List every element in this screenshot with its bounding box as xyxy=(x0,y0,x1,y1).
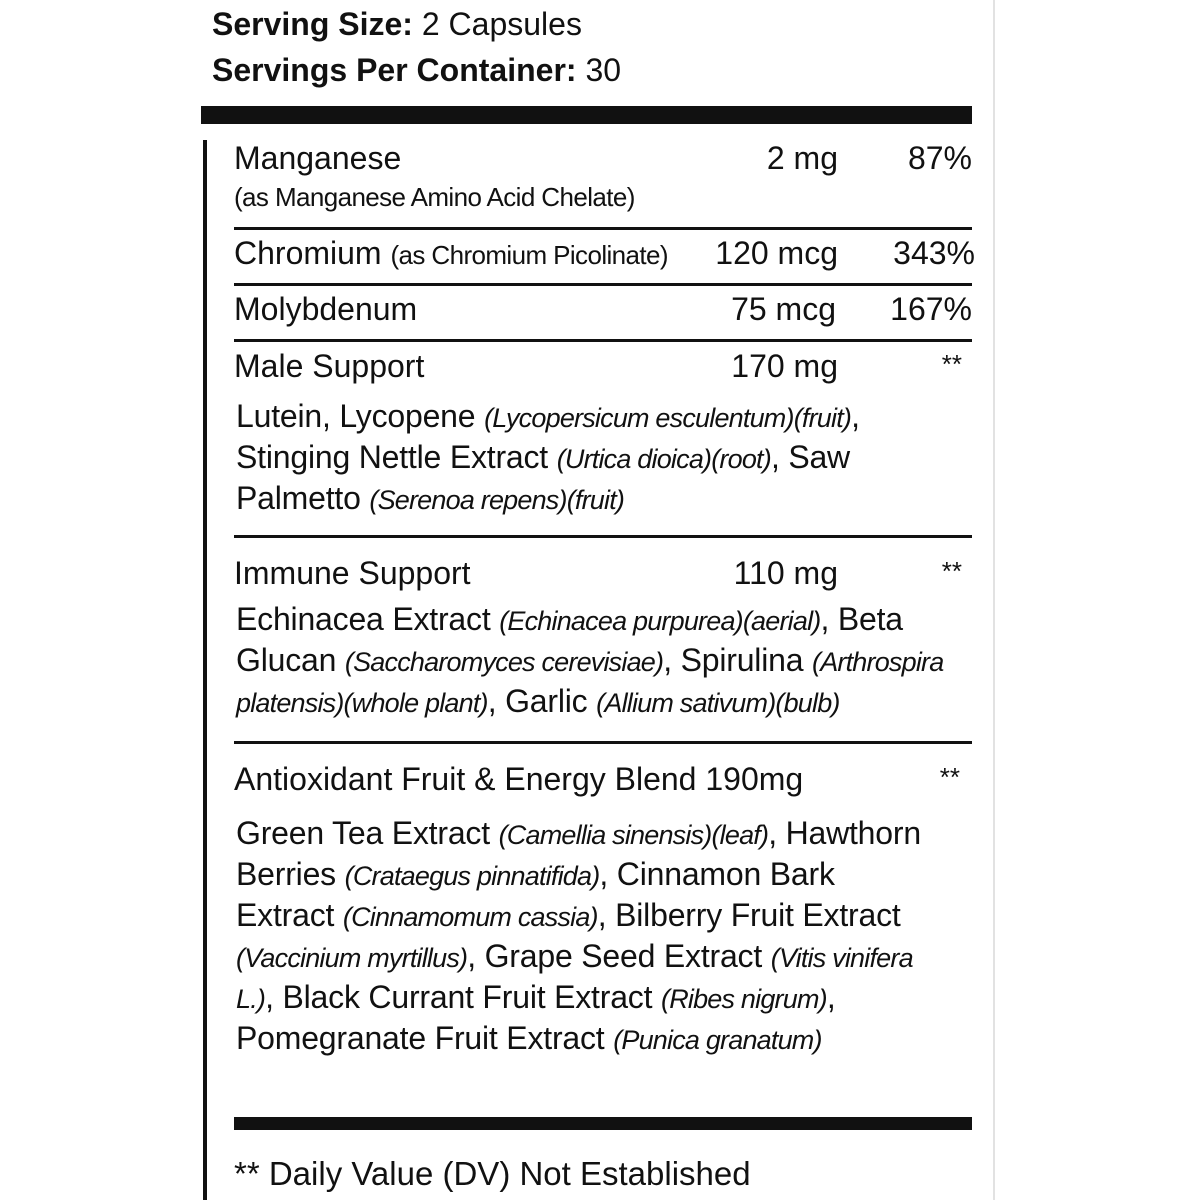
top-thick-rule xyxy=(201,106,972,124)
footnote-daily-value: ** Daily Value (DV) Not Established xyxy=(234,1155,751,1192)
row-divider xyxy=(234,339,972,342)
ingredient-line xyxy=(236,895,901,938)
ingredient-line xyxy=(236,813,921,856)
botanical-name: (Saccharomyces cerevisiae) xyxy=(344,647,664,677)
servings-per-container-value: 30 xyxy=(576,52,622,88)
ingredient-text: , xyxy=(826,979,836,1015)
chromium-dv: 343% xyxy=(893,235,975,271)
male-support-dv: ** xyxy=(941,349,962,379)
ingredient-text: , Saw xyxy=(770,439,850,475)
botanical-name: (Vitis vinifera xyxy=(770,943,913,973)
chromium-source: (as Chromium Picolinate) xyxy=(390,240,668,270)
male-support-amount: 170 mg xyxy=(731,348,838,384)
chromium-name: Chromium xyxy=(234,235,382,271)
servings-per-container xyxy=(212,50,621,90)
ingredient-text: Pomegranate Fruit Extract xyxy=(236,1020,614,1056)
botanical-name: (Vaccinium myrtillus) xyxy=(236,943,468,973)
ingredient-line xyxy=(236,640,943,683)
ingredient-text: , Cinnamon Bark xyxy=(599,856,835,892)
botanical-name: (Camellia sinensis)(leaf) xyxy=(498,820,769,850)
antioxidant-blend-dv: ** xyxy=(939,762,960,792)
chromium-row-label xyxy=(234,234,668,274)
manganese-dv: 87% xyxy=(907,140,972,176)
manganese-name: Manganese xyxy=(234,140,402,176)
ingredient-text: Stinging Nettle Extract xyxy=(236,439,557,475)
botanical-name: (Arthrospira xyxy=(812,647,944,677)
ingredient-text: , Garlic xyxy=(487,683,597,719)
ingredient-line xyxy=(236,681,840,724)
serving-size-value: 2 Capsules xyxy=(412,6,582,42)
ingredient-line xyxy=(236,599,903,642)
ingredient-line xyxy=(236,1018,822,1061)
male-support-name: Male Support xyxy=(234,348,425,384)
serving-size xyxy=(212,4,582,44)
ingredient-line xyxy=(236,396,860,439)
bottom-thick-rule xyxy=(234,1117,972,1130)
botanical-name: (Punica granatum) xyxy=(613,1025,822,1055)
ingredient-text: Palmetto xyxy=(236,480,370,516)
immune-support-amount: 110 mg xyxy=(733,555,838,591)
ingredient-text: Glucan xyxy=(236,642,345,678)
ingredient-line xyxy=(236,936,913,979)
ingredient-line xyxy=(236,854,835,897)
serving-size-label: Serving Size: xyxy=(212,6,413,42)
molybdenum-dv: 167% xyxy=(890,291,972,327)
row-divider xyxy=(234,741,972,744)
ingredient-text: Extract xyxy=(236,897,343,933)
row-divider xyxy=(234,535,972,538)
ingredient-text: , Hawthorn xyxy=(768,815,921,851)
label-right-edge xyxy=(993,0,995,1200)
ingredient-text: , Spirulina xyxy=(663,642,812,678)
ingredient-text: , Bilberry Fruit Extract xyxy=(597,897,901,933)
immune-support-dv: ** xyxy=(941,556,962,586)
label-left-border xyxy=(203,140,207,1200)
antioxidant-blend-name: Antioxidant Fruit & Energy Blend 190mg xyxy=(234,761,804,797)
molybdenum-amount: 75 mcg xyxy=(731,291,836,327)
ingredient-text: , xyxy=(851,398,860,434)
chromium-amount: 120 mcg xyxy=(715,235,838,271)
ingredient-line xyxy=(236,977,836,1020)
botanical-name: platensis)(whole plant) xyxy=(236,688,488,718)
botanical-name: (Urtica dioica)(root) xyxy=(556,444,771,474)
ingredient-line xyxy=(236,478,624,521)
botanical-name: (Cinnamomum cassia) xyxy=(342,902,598,932)
ingredient-text: , Grape Seed Extract xyxy=(467,938,771,974)
ingredient-text: Berries xyxy=(236,856,345,892)
botanical-name: (Lycopersicum esculentum)(fruit) xyxy=(484,403,852,433)
immune-support-name: Immune Support xyxy=(234,555,471,591)
row-divider xyxy=(234,283,972,286)
ingredient-line xyxy=(236,437,850,480)
botanical-name: (Echinacea purpurea)(aerial) xyxy=(499,606,821,636)
ingredient-text: Green Tea Extract xyxy=(236,815,499,851)
manganese-source: (as Manganese Amino Acid Chelate) xyxy=(234,182,635,212)
ingredient-text: Lutein, Lycopene xyxy=(236,398,485,434)
botanical-name: (Ribes nigrum) xyxy=(661,984,827,1014)
ingredient-text: , Black Currant Fruit Extract xyxy=(265,979,661,1015)
botanical-name: (Allium sativum)(bulb) xyxy=(596,688,840,718)
botanical-name: (Crataegus pinnatifida) xyxy=(344,861,600,891)
ingredient-text: , Beta xyxy=(820,601,903,637)
row-divider xyxy=(234,227,972,230)
servings-per-container-label: Servings Per Container: xyxy=(212,52,577,88)
molybdenum-name: Molybdenum xyxy=(234,291,418,327)
botanical-name: (Serenoa repens)(fruit) xyxy=(369,485,625,515)
ingredient-text: Echinacea Extract xyxy=(236,601,500,637)
botanical-name: L.) xyxy=(236,984,266,1014)
manganese-amount: 2 mg xyxy=(766,140,838,176)
